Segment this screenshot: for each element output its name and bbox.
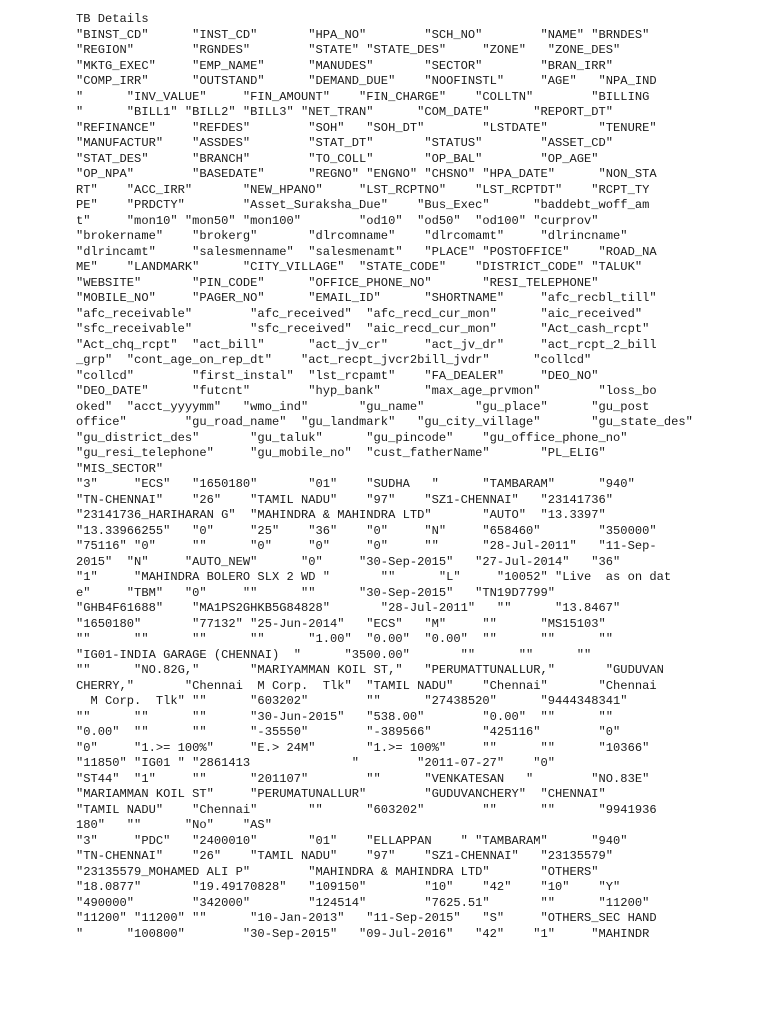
document-line: "11200" "11200" "" "10-Jan-2013" "11-Sep-2015" "S" "OTHERS_SEC HAND [76, 911, 657, 925]
document-line: "TN-CHENNAI" "26" "TAMIL NADU" "97" "SZ1-CHENNAI" "23135579" [76, 849, 614, 863]
document-line: "MANUFACTUR" "ASSDES" "STAT_DT" "STATUS" "ASSET_CD" [76, 136, 614, 150]
document-line: "gu_resi_telephone" "gu_mobile_no" "cust_fatherName" "PL_ELIG" [76, 446, 606, 460]
document-line: "MOBILE_NO" "PAGER_NO" "EMAIL_ID" "SHORTNAME" "afc_recbl_till" [76, 291, 657, 305]
document-line: "TN-CHENNAI" "26" "TAMIL NADU" "97" "SZ1-CHENNAI" "23141736" [76, 492, 614, 507]
document-line: office" "gu_road_name" "gu_landmark" "gu_city_village" "gu_state_des" [76, 415, 693, 429]
document-line: "18.0877" "19.49170828" "109150" "10" "42" "10" "Y" [76, 880, 621, 894]
document-line: " "100800" "30-Sep-2015" "09-Jul-2016" "42" "1" "MAHINDR [76, 926, 650, 941]
document-line: "sfc_receivable" "sfc_received" "aic_recd_cur_mon" "Act_cash_rcpt" [76, 322, 650, 336]
document-line: "11850" "IG01 " "2861413 " "2011-07-27" "0" [76, 756, 555, 770]
document-line: "23141736_HARIHARAN G" "MAHINDRA & MAHINDRA LTD" "AUTO" "13.3397" [76, 508, 606, 522]
document-line: "" "NO.82G," "MARIYAMMAN KOIL ST," "PERUMATTUNALLUR," "GUDUVAN [76, 663, 664, 677]
document-line: "" "" "" "" "1.00" "0.00" "0.00" "" "" "" [76, 632, 614, 646]
document-line: "23135579_MOHAMED ALI P" "MAHINDRA & MAHINDRA LTD" "OTHERS" [76, 864, 599, 879]
document-line: " "BILL1" "BILL2" "BILL3" "NET_TRAN" "COM_DATE" "REPORT_DT" [76, 105, 614, 119]
document-line: "3" "ECS" "1650180" "01" "SUDHA " "TAMBARAM" "940" [76, 477, 635, 491]
document-line: "490000" "342000" "124514" "7625.51" "" "11200" [76, 895, 650, 910]
document-line: "REGION" "RGNDES" "STATE" "STATE_DES" "ZONE" "ZONE_DES" [76, 43, 621, 57]
document-line: "REFINANCE" "REFDES" "SOH" "SOH_DT" "LSTDATE" "TENURE" [76, 120, 657, 135]
document-line: "Act_chq_rcpt" "act_bill" "act_jv_cr" "act_jv_dr" "act_rcpt_2_bill [76, 337, 657, 352]
document-line: "ST44" "1" "" "201107" "" "VENKATESAN " "NO.83E" [76, 771, 650, 786]
document-line: "1650180" "77132" "25-Jun-2014" "ECS" "M" "" "MS15103" [76, 616, 606, 631]
document-line: "IG01-INDIA GARAGE (CHENNAI) " "3500.00" "" "" "" [76, 647, 592, 662]
document-line: "3" "PDC" "2400010" "01" "ELLAPPAN " "TAMBARAM" "940" [76, 833, 628, 848]
document-line: "BINST_CD" "INST_CD" "HPA_NO" "SCH_NO" "NAME" "BRNDES" [76, 27, 650, 42]
document-line: e" "TBM" "0" "" "" "30-Sep-2015" "TN19D7799" [76, 585, 555, 600]
document-line: M Corp. Tlk" "" "603202" "" "27438520" "9444348341" [76, 694, 628, 708]
document-line: "dlrincamt" "salesmenname" "salesmenamt" "PLACE" "POSTOFFICE" "ROAD_NA [76, 244, 657, 259]
document-line: oked" "acct_yyyymm" "wmo_ind" "gu_name" "gu_place" "gu_post [76, 399, 650, 414]
document-line: "STAT_DES" "BRANCH" "TO_COLL" "OP_BAL" "OP_AGE" [76, 151, 599, 166]
document-line: "MARIAMMAN KOIL ST" "PERUMATUNALLUR" "GUDUVANCHERY" "CHENNAI" [76, 787, 606, 801]
document-line: " "INV_VALUE" "FIN_AMOUNT" "FIN_CHARGE" "COLLTN" "BILLING [76, 89, 650, 104]
document-line: _grp" "cont_age_on_rep_dt" "act_recpt_jvcr2bill_jvdr" "collcd" [76, 353, 592, 367]
document-line: "OP_NPA" "BASEDATE" "REGNO" "ENGNO" "CHSNO" "HPA_DATE" "NON_STA [76, 167, 657, 181]
document-line: 2015" "N" "AUTO_NEW" "0" "30-Sep-2015" "27-Jul-2014" "36" [76, 554, 621, 569]
document-line: CHERRY," "Chennai M Corp. Tlk" "TAMIL NADU" "Chennai" "Chennai [76, 678, 657, 693]
document-line: "brokername" "brokerg" "dlrcomname" "dlrcomamt" "dlrincname" [76, 229, 628, 243]
document-line: "TAMIL NADU" "Chennai" "" "603202" "" "" "9941936 [76, 802, 657, 817]
document-line: "75116" "0" "" "0" "0" "0" "" "28-Jul-2011" "11-Sep- [76, 539, 657, 553]
tb-details-document [76, 12, 766, 942]
document-line: "" "" "" "30-Jun-2015" "538.00" "0.00" "" "" [76, 709, 614, 724]
document-line: RT" "ACC_IRR" "NEW_HPANO" "LST_RCPTNO" "LST_RCPTDT" "RCPT_TY [76, 182, 650, 197]
document-line: t" "mon10" "mon50" "mon100" "od10" "od50" "od100" "curprov" [76, 213, 599, 228]
document-line: PE" "PRDCTY" "Asset_Suraksha_Due" "Bus_Exec" "baddebt_woff_am [76, 198, 650, 212]
document-line: "MKTG_EXEC" "EMP_NAME" "MANUDES" "SECTOR" "BRAN_IRR" [76, 58, 614, 73]
document-line: "GHB4F61688" "MA1PS2GHKB5G84828" "28-Jul-2011" "" "13.8467" [76, 601, 621, 615]
document-line: "MIS_SECTOR" [76, 461, 164, 476]
document-line: "0.00" "" "" "-35550" "-389566" "425116" "0" [76, 725, 621, 739]
document-line: "COMP_IRR" "OUTSTAND" "DEMAND_DUE" "NOOFINSTL" "AGE" "NPA_IND [76, 74, 657, 88]
document-line: "DEO_DATE" "futcnt" "hyp_bank" "max_age_prvmon" "loss_bo [76, 384, 657, 398]
document-line: "0" "1.>= 100%" "E.> 24M" "1.>= 100%" "" "" "10366" [76, 740, 650, 755]
document-line: "1" "MAHINDRA BOLERO SLX 2 WD " "" "L" "10052" "Live as on dat [76, 570, 672, 584]
document-line: "WEBSITE" "PIN_CODE" "OFFICE_PHONE_NO" "RESI_TELEPHONE" [76, 275, 599, 290]
document-line: "gu_district_des" "gu_taluk" "gu_pincode" "gu_office_phone_no" [76, 430, 628, 445]
document-line: "afc_receivable" "afc_received" "afc_recd_cur_mon" "aic_received" [76, 306, 643, 321]
document-line: 180" "" "No" "AS" [76, 818, 272, 832]
document-line: "13.33966255" "0" "25" "36" "0" "N" "658460" "350000" [76, 523, 657, 538]
document-line: ME" "LANDMARK" "CITY_VILLAGE" "STATE_CODE" "DISTRICT_CODE" "TALUK" [76, 260, 643, 274]
document-title: TB Details [76, 12, 149, 26]
document-line: "collcd" "first_instal" "lst_rcpamt" "FA_DEALER" "DEO_NO" [76, 368, 599, 383]
